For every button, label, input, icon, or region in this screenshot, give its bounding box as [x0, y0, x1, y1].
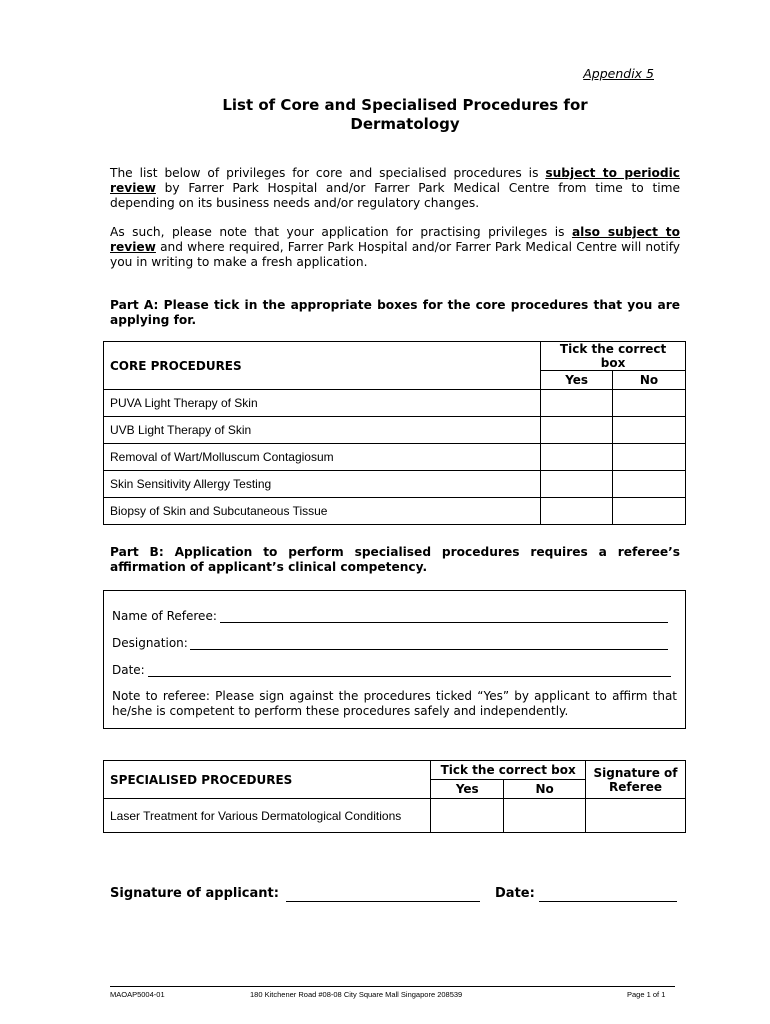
designation-label: Designation: [112, 636, 188, 650]
referee-signature-header: Signature of Referee [586, 761, 686, 799]
specialised-no-header: No [504, 780, 586, 799]
core-procedure-name: UVB Light Therapy of Skin [104, 417, 541, 444]
specialised-no-box[interactable] [504, 799, 586, 833]
intro-p1-text: The list below of privileges for core and specialised procedures is [110, 166, 546, 180]
part-b-heading: Part B: Application to perform specialised procedures requires a referee’s affirmation of applicant’s clinical competency. [110, 545, 680, 574]
specialised-yes-box[interactable] [431, 799, 504, 833]
applicant-date-field[interactable] [539, 901, 677, 902]
core-yes-box[interactable] [541, 444, 613, 471]
core-yes-box[interactable] [541, 498, 613, 525]
title-line-2: Dermatology [350, 115, 460, 133]
core-procedure-name: Removal of Wart/Molluscum Contagiosum [104, 444, 541, 471]
specialised-tick-header: Tick the correct box [431, 761, 586, 780]
appendix-label: Appendix 5 [583, 66, 654, 81]
core-procedure-name: PUVA Light Therapy of Skin [104, 390, 541, 417]
core-procedures-header: CORE PROCEDURES [104, 342, 541, 390]
intro-paragraph-1 [110, 166, 680, 211]
footer-divider [110, 986, 675, 987]
core-no-box[interactable] [613, 498, 686, 525]
applicant-date-label: Date: [495, 886, 535, 901]
intro-p2-emphasis: also subject to review [110, 225, 681, 254]
part-a-heading: Part A: Please tick in the appropriate boxes for the core procedures that you are applying for. [110, 298, 680, 327]
document-title [150, 96, 660, 134]
core-yes-box[interactable] [541, 390, 613, 417]
intro-p2-text: As such, please note that your application for practising privileges is [110, 225, 572, 239]
referee-date-label: Date: [112, 663, 145, 677]
referee-note: Note to referee: Please sign against the procedures ticked “Yes” by applicant to affirm that he/she is competent to perform these procedures safely and independently. [112, 689, 677, 718]
core-procedure-name: Biopsy of Skin and Subcutaneous Tissue [104, 498, 541, 525]
core-procedures-table [103, 341, 686, 525]
core-procedure-name: Skin Sensitivity Allergy Testing [104, 471, 541, 498]
specialised-yes-header: Yes [431, 780, 504, 799]
core-yes-header: Yes [541, 371, 613, 390]
applicant-signature-field[interactable] [286, 901, 480, 902]
core-no-box[interactable] [613, 417, 686, 444]
footer-doc-code: MAOAP5004-01 [110, 990, 165, 999]
core-no-header: No [613, 371, 686, 390]
specialised-procedure-name: Laser Treatment for Various Dermatological Conditions [104, 799, 431, 833]
applicant-signature-label: Signature of applicant: [110, 886, 279, 901]
intro-p1-text-end: by Farrer Park Hospital and/or Farrer Park Medical Centre from time to time depending on its business needs and/or regulatory changes. [110, 181, 680, 210]
referee-signature-box[interactable] [586, 799, 686, 833]
specialised-procedures-header: SPECIALISED PROCEDURES [104, 761, 431, 799]
specialised-procedures-table [103, 760, 686, 833]
intro-p1-emphasis: subject to periodic review [110, 166, 680, 195]
referee-name-label: Name of Referee: [112, 609, 217, 623]
core-yes-box[interactable] [541, 471, 613, 498]
intro-paragraph-2 [110, 225, 680, 270]
core-no-box[interactable] [613, 471, 686, 498]
referee-date-field[interactable] [148, 676, 671, 677]
intro-p2-text-end: and where required, Farrer Park Hospital and/or Farrer Park Medical Centre will notify you in writing to make a fresh application. [110, 240, 680, 269]
core-no-box[interactable] [613, 444, 686, 471]
designation-field[interactable] [190, 649, 668, 650]
footer-address: 180 Kitchener Road #08-08 City Square Mall Singapore 208539 [250, 990, 463, 999]
referee-name-field[interactable] [220, 622, 668, 623]
title-line-1: List of Core and Specialised Procedures for [222, 96, 588, 114]
core-yes-box[interactable] [541, 417, 613, 444]
core-tick-header: Tick the correct box [541, 342, 686, 371]
core-no-box[interactable] [613, 390, 686, 417]
footer-page-number: Page 1 of 1 [627, 990, 666, 999]
